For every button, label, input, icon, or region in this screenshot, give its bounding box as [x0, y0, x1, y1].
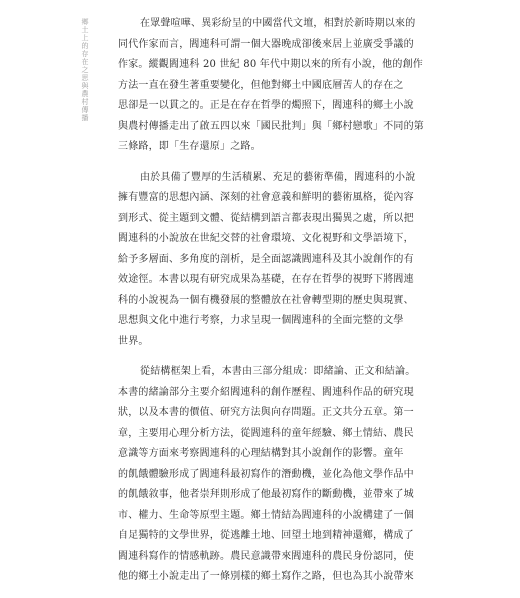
paragraph-1	[118, 14, 430, 158]
text-line: 他的鄉土小說走出了一條別樣的鄉土寫作之路，但也為其小說帶來	[118, 571, 414, 582]
text-line: 作家。縱觀閻連科 20 世紀 80 年代中期以來的所有小說，他的創作	[118, 59, 423, 70]
body-text	[118, 14, 430, 598]
text-line: 由於具備了豐厚的生活積累、充足的藝術準備，閻連科的小說	[140, 171, 416, 183]
text-line: 自足獨特的文學世界，從逃離土地、回望土地到精神還鄉，構成了	[118, 530, 414, 541]
text-line: 的飢餓敘事，他者崇拜則形成了他最初寫作的斷動機，並帶來了城	[118, 489, 414, 500]
text-line: 從結構框架上看，本書由三部分組成：即緒論、正文和結論。	[140, 366, 416, 377]
text-line: 意識等方面來考察閻連科的心理結構對其小說創作的影響。童年	[118, 448, 404, 459]
text-line: 同代作家而言，閻連科可謂一個大器晚成卻後來居上並廣受爭議的	[118, 38, 414, 50]
text-line: 三條路，即「生存還原」之路。	[118, 141, 261, 152]
text-line: 閻連科寫作的情感軌跡。農民意識帶來閻連科的農民身份認同，使	[118, 550, 414, 562]
text-line: 在眾聲喧嘩、異彩紛呈的中國當代文壇，相對於新時期以來的	[140, 18, 416, 29]
text-line: 擁有豐富的思想內涵、深刻的社會意義和鮮明的藝術風格，從內容	[118, 192, 414, 203]
text-line: 世界。	[118, 335, 149, 347]
text-line: 給予多層面、多角度的剖析，是全面認識閻連科及其小說創作的有	[118, 253, 414, 265]
text-line: 思卻是一以貫之的。正是在存在哲學的燭照下，閻連科的鄉土小說	[118, 100, 414, 111]
text-line: 狀，以及本書的價值、研究方法與向存問題。正文共分五章。第一	[118, 407, 414, 418]
paragraph-2	[118, 168, 430, 353]
text-line: 效途徑。本書以現有研究成果為基礎，在存在哲學的視野下將閻連	[118, 274, 414, 285]
text-line: 與農村傳播走出了啟五四以來「國民批判」與「鄉村戀歌」不同的第	[118, 120, 424, 132]
text-line: 閻連科的小說放在世紀交替的社會環境、文化視野和文學語境下，	[118, 233, 414, 244]
text-line: 章，主要用心理分析方法，從閻連科的童年經驗、鄉土情結、農民	[118, 427, 414, 439]
text-line: 方法一直在發生著重要變化，但他對鄉土中國底層苦人的存在之	[118, 79, 404, 91]
text-line: 的飢餓體驗形成了閻連科最初寫作的潛動機，並化為他文學作品中	[118, 468, 414, 480]
text-line: 思想與文化中進行考察，力求呈現一個閻連科的全面完整的文學	[118, 315, 404, 326]
paragraph-3	[118, 362, 430, 588]
text-line: 市、權力、生命等原型主題。鄉土情結為閻連科的小說構建了一個	[118, 509, 414, 521]
text-line: 到形式、從主題到文體、從結構到語言都表現出獨異之處，所以把	[118, 212, 414, 224]
text-line: 科的小說視為一個有機發展的整體放在社會轉型期的歷史與現實、	[118, 294, 414, 306]
running-head: 鄉土上的存在之思與農村傳播	[81, 18, 89, 122]
text-line: 本書的緒論部分主要介紹閻連科的創作歷程、閻連科作品的研究現	[118, 386, 414, 398]
